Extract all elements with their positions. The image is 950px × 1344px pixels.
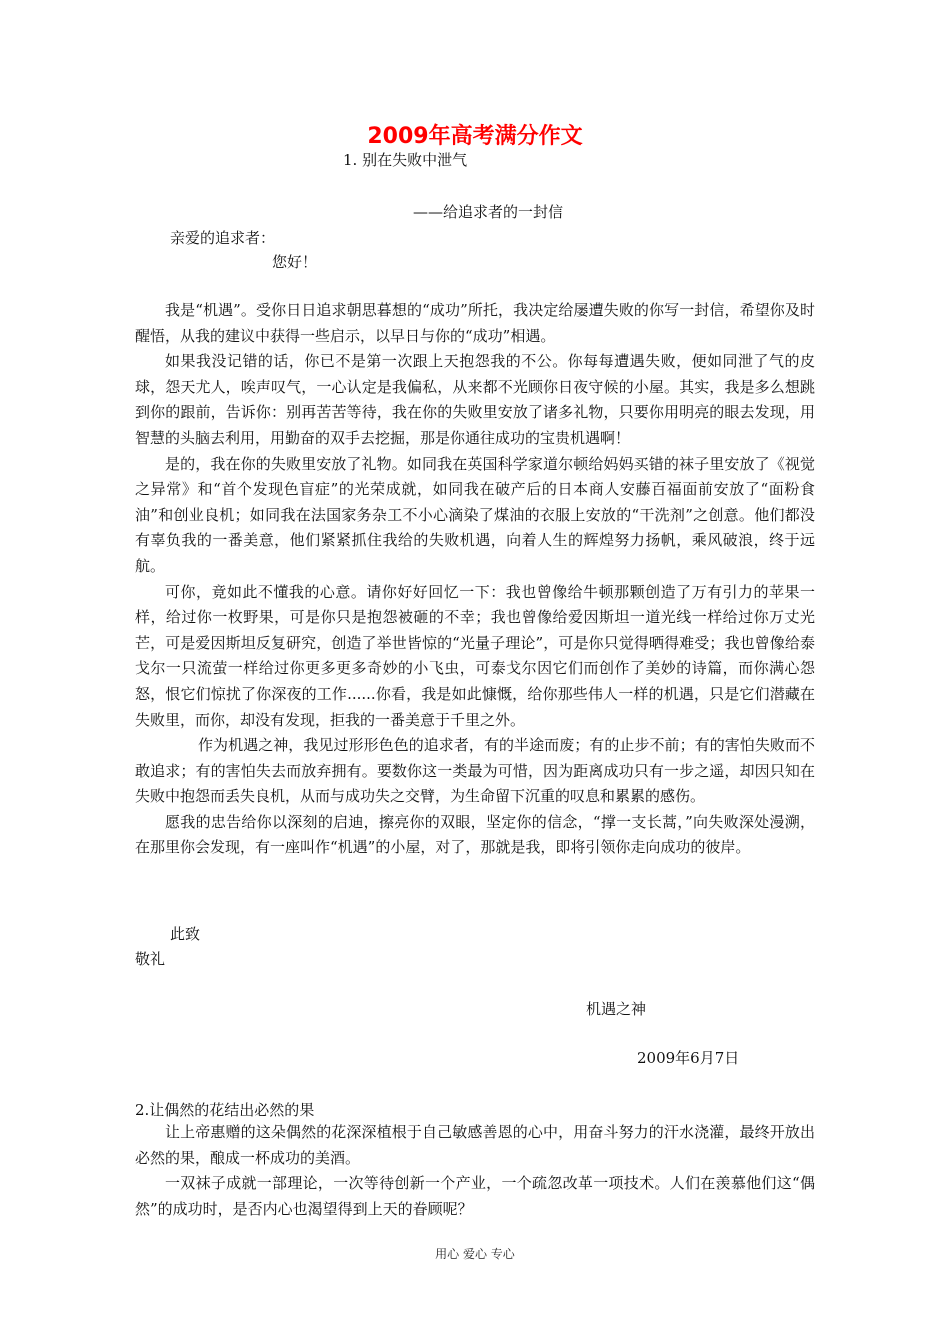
essay2-paragraph: 一双袜子成就一部理论，一次等待创新一个产业，一个疏忽改革一项技术。人们在羡慕他们这“偶然”的成功时，是否内心也渴望得到上天的眷顾呢？ [135, 1174, 815, 1218]
essay1-body [135, 298, 815, 861]
letter-signature: 机遇之神 [586, 1000, 647, 1018]
letter-date: 2009年6月7日 [637, 1049, 740, 1067]
document-title: 2009年高考满分作文 [367, 124, 583, 149]
letter-greeting: 您好！ [272, 253, 318, 271]
page-footer: 用心 爱心 专心 [435, 1247, 515, 1261]
essay1-paragraph: 是的，我在你的失败里安放了礼物。如同我在英国科学家道尔顿给妈妈买错的袜子里安放了《视觉之异常》和“首个发现色盲症”的光荣成就，如同我在破产后的日本商人安藤百福面前安放了“面粉食油”和创业良机；如同我在法国家务杂工不小心滴染了煤油的衣服上安放的“干洗剂”之创意。他们都没有辜负我的一番美意，他们紧紧抓住我给的失败机遇，向着人生的辉煌努力扬帆，乘风破浪，终于远航。 [135, 454, 815, 575]
essay2-body [135, 1120, 815, 1222]
essay1-paragraph: 可你，竟如此不懂我的心意。请你好好回忆一下：我也曾像给牛顿那颗创造了万有引力的苹果一样，给过你一枚野果，可是你只是抱怨被砸的不幸；我也曾像给爱因斯坦一道光线一样给过你万丈光芒，可是爱因斯坦反复研究，创造了举世皆惊的“光量子理论”，可是你只觉得晒得难受；我也曾像给泰戈尔一只流萤一样给过你更多更多奇妙的小飞虫，可泰戈尔因它们而创作了美妙的诗篇，而你满心怨怒，恨它们惊扰了你深夜的工作......你看，我是如此慷慨，给你那些伟人一样的机遇，只是它们潜藏在失败里，而你，却没有发现，拒我的一番美意于千里之外。 [135, 582, 815, 729]
essay1-paragraph: 如果我没记错的话，你已不是第一次跟上天抱怨我的不公。你每每遭遇失败，便如同泄了气的皮球，怨天尤人，唉声叹气，一心认定是我偏私，从来都不光顾你日夜守候的小屋。其实，我是多么想跳到你的跟前，告诉你：别再苦苦等待，我在你的失败里安放了诸多礼物，只要你用明亮的眼去发现，用智慧的头脑去利用，用勤奋的双手去挖掘，那是你通往成功的宝贵机遇啊！ [135, 352, 815, 447]
essay1-subtitle: ——给追求者的一封信 [413, 203, 564, 221]
essay1-paragraph: 愿我的忠告给你以深刻的启迪，擦亮你的双眼，坚定你的信念，“撑一支长蒿，”向失败深处漫溯，在那里你会发现，有一座叫作“机遇”的小屋，对了，那就是我，即将引领你走向成功的彼岸。 [135, 812, 815, 857]
letter-closing-line2: 敬礼 [135, 950, 166, 968]
essay2-paragraph: 让上帝惠赠的这朵偶然的花深深植根于自己敏感善恩的心中，用奋斗努力的汗水浇灌，最终开放出必然的果，酿成一杯成功的美酒。 [135, 1123, 815, 1167]
essay2-title: 2.让偶然的花结出必然的果 [135, 1101, 315, 1119]
essay1-paragraph: 作为机遇之神，我见过形形色色的追求者，有的半途而废；有的止步不前；有的害怕失败而不敢追求；有的害怕失去而放弃拥有。要数你这一类最为可惜，因为距离成功只有一步之遥，却因只知在失败中抱怨而丢失良机，从而与成功失之交臂，为生命留下沉重的叹息和累累的感伤。 [135, 736, 815, 806]
essay1-paragraph: 我是“机遇”。受你日日追求朝思暮想的“成功”所托，我决定给屡遭失败的你写一封信，希望你及时醒悟，从我的建议中获得一些启示，以早日与你的“成功”相遇。 [135, 301, 815, 345]
letter-salutation: 亲爱的追求者： [170, 229, 276, 247]
letter-closing-line1: 此致 [170, 925, 201, 943]
essay1-title: 1. 别在失败中泄气 [343, 151, 468, 169]
